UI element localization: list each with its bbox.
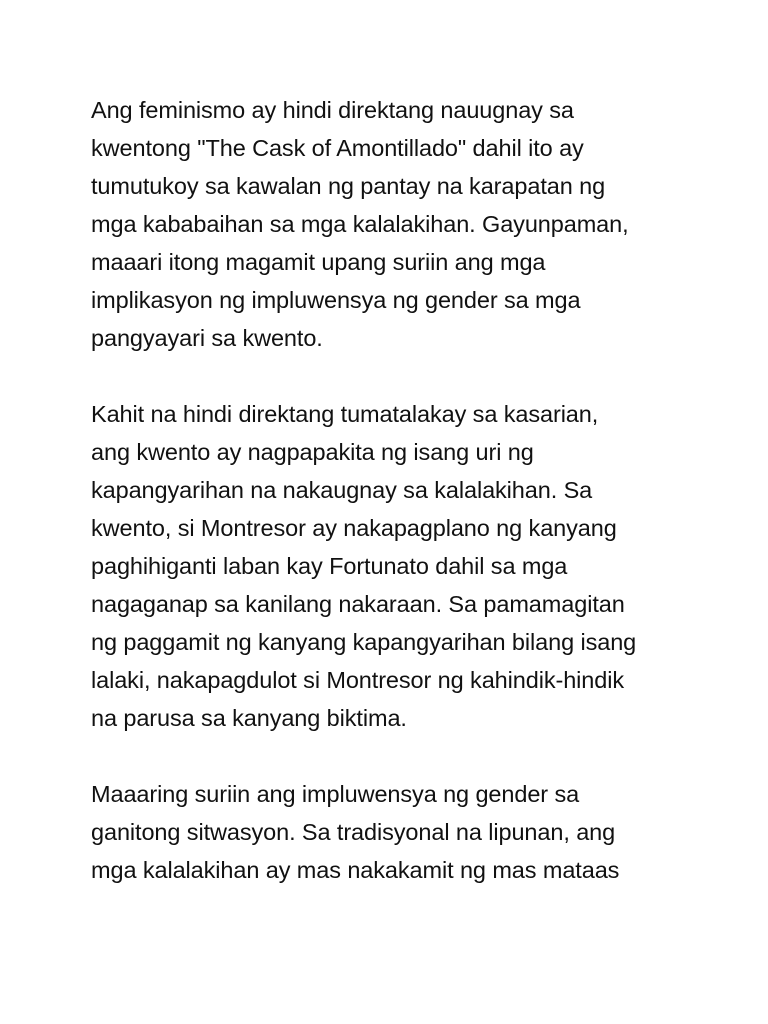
text-line: kapangyarihan na nakaugnay sa kalalakihan. Sa: [91, 477, 593, 503]
text-line: pangyayari sa kwento.: [91, 325, 323, 351]
text-line: Maaaring suriin ang impluwensya ng gender sa: [91, 781, 580, 807]
text-line: na parusa sa kanyang biktima.: [91, 705, 407, 731]
text-line: nagaganap sa kanilang nakaraan. Sa pamamagitan: [91, 591, 625, 617]
text-line: maaari itong magamit upang suriin ang mga: [91, 249, 546, 275]
paragraph-3: [91, 775, 691, 889]
text-line: ng paggamit ng kanyang kapangyarihan bilang isang: [91, 629, 637, 655]
document-body: [91, 91, 691, 889]
text-line: kwento, si Montresor ay nakapagplano ng kanyang: [91, 515, 617, 541]
text-line: Ang feminismo ay hindi direktang nauugnay sa: [91, 97, 574, 123]
text-line: ganitong sitwasyon. Sa tradisyonal na lipunan, ang: [91, 819, 616, 845]
text-line: tumutukoy sa kawalan ng pantay na karapatan ng: [91, 173, 606, 199]
text-line: kwentong "The Cask of Amontillado" dahil ito ay: [91, 135, 584, 161]
text-line: mga kababaihan sa mga kalalakihan. Gayunpaman,: [91, 211, 629, 237]
text-line: Kahit na hindi direktang tumatalakay sa kasarian,: [91, 401, 599, 427]
text-line: paghihiganti laban kay Fortunato dahil sa mga: [91, 553, 568, 579]
text-line: ang kwento ay nagpapakita ng isang uri ng: [91, 439, 534, 465]
paragraph-2: [91, 395, 691, 737]
text-line: mga kalalakihan ay mas nakakamit ng mas mataas: [91, 857, 620, 883]
paragraph-1: [91, 91, 691, 357]
text-line: lalaki, nakapagdulot si Montresor ng kahindik-hindik: [91, 667, 624, 693]
text-line: implikasyon ng impluwensya ng gender sa mga: [91, 287, 581, 313]
